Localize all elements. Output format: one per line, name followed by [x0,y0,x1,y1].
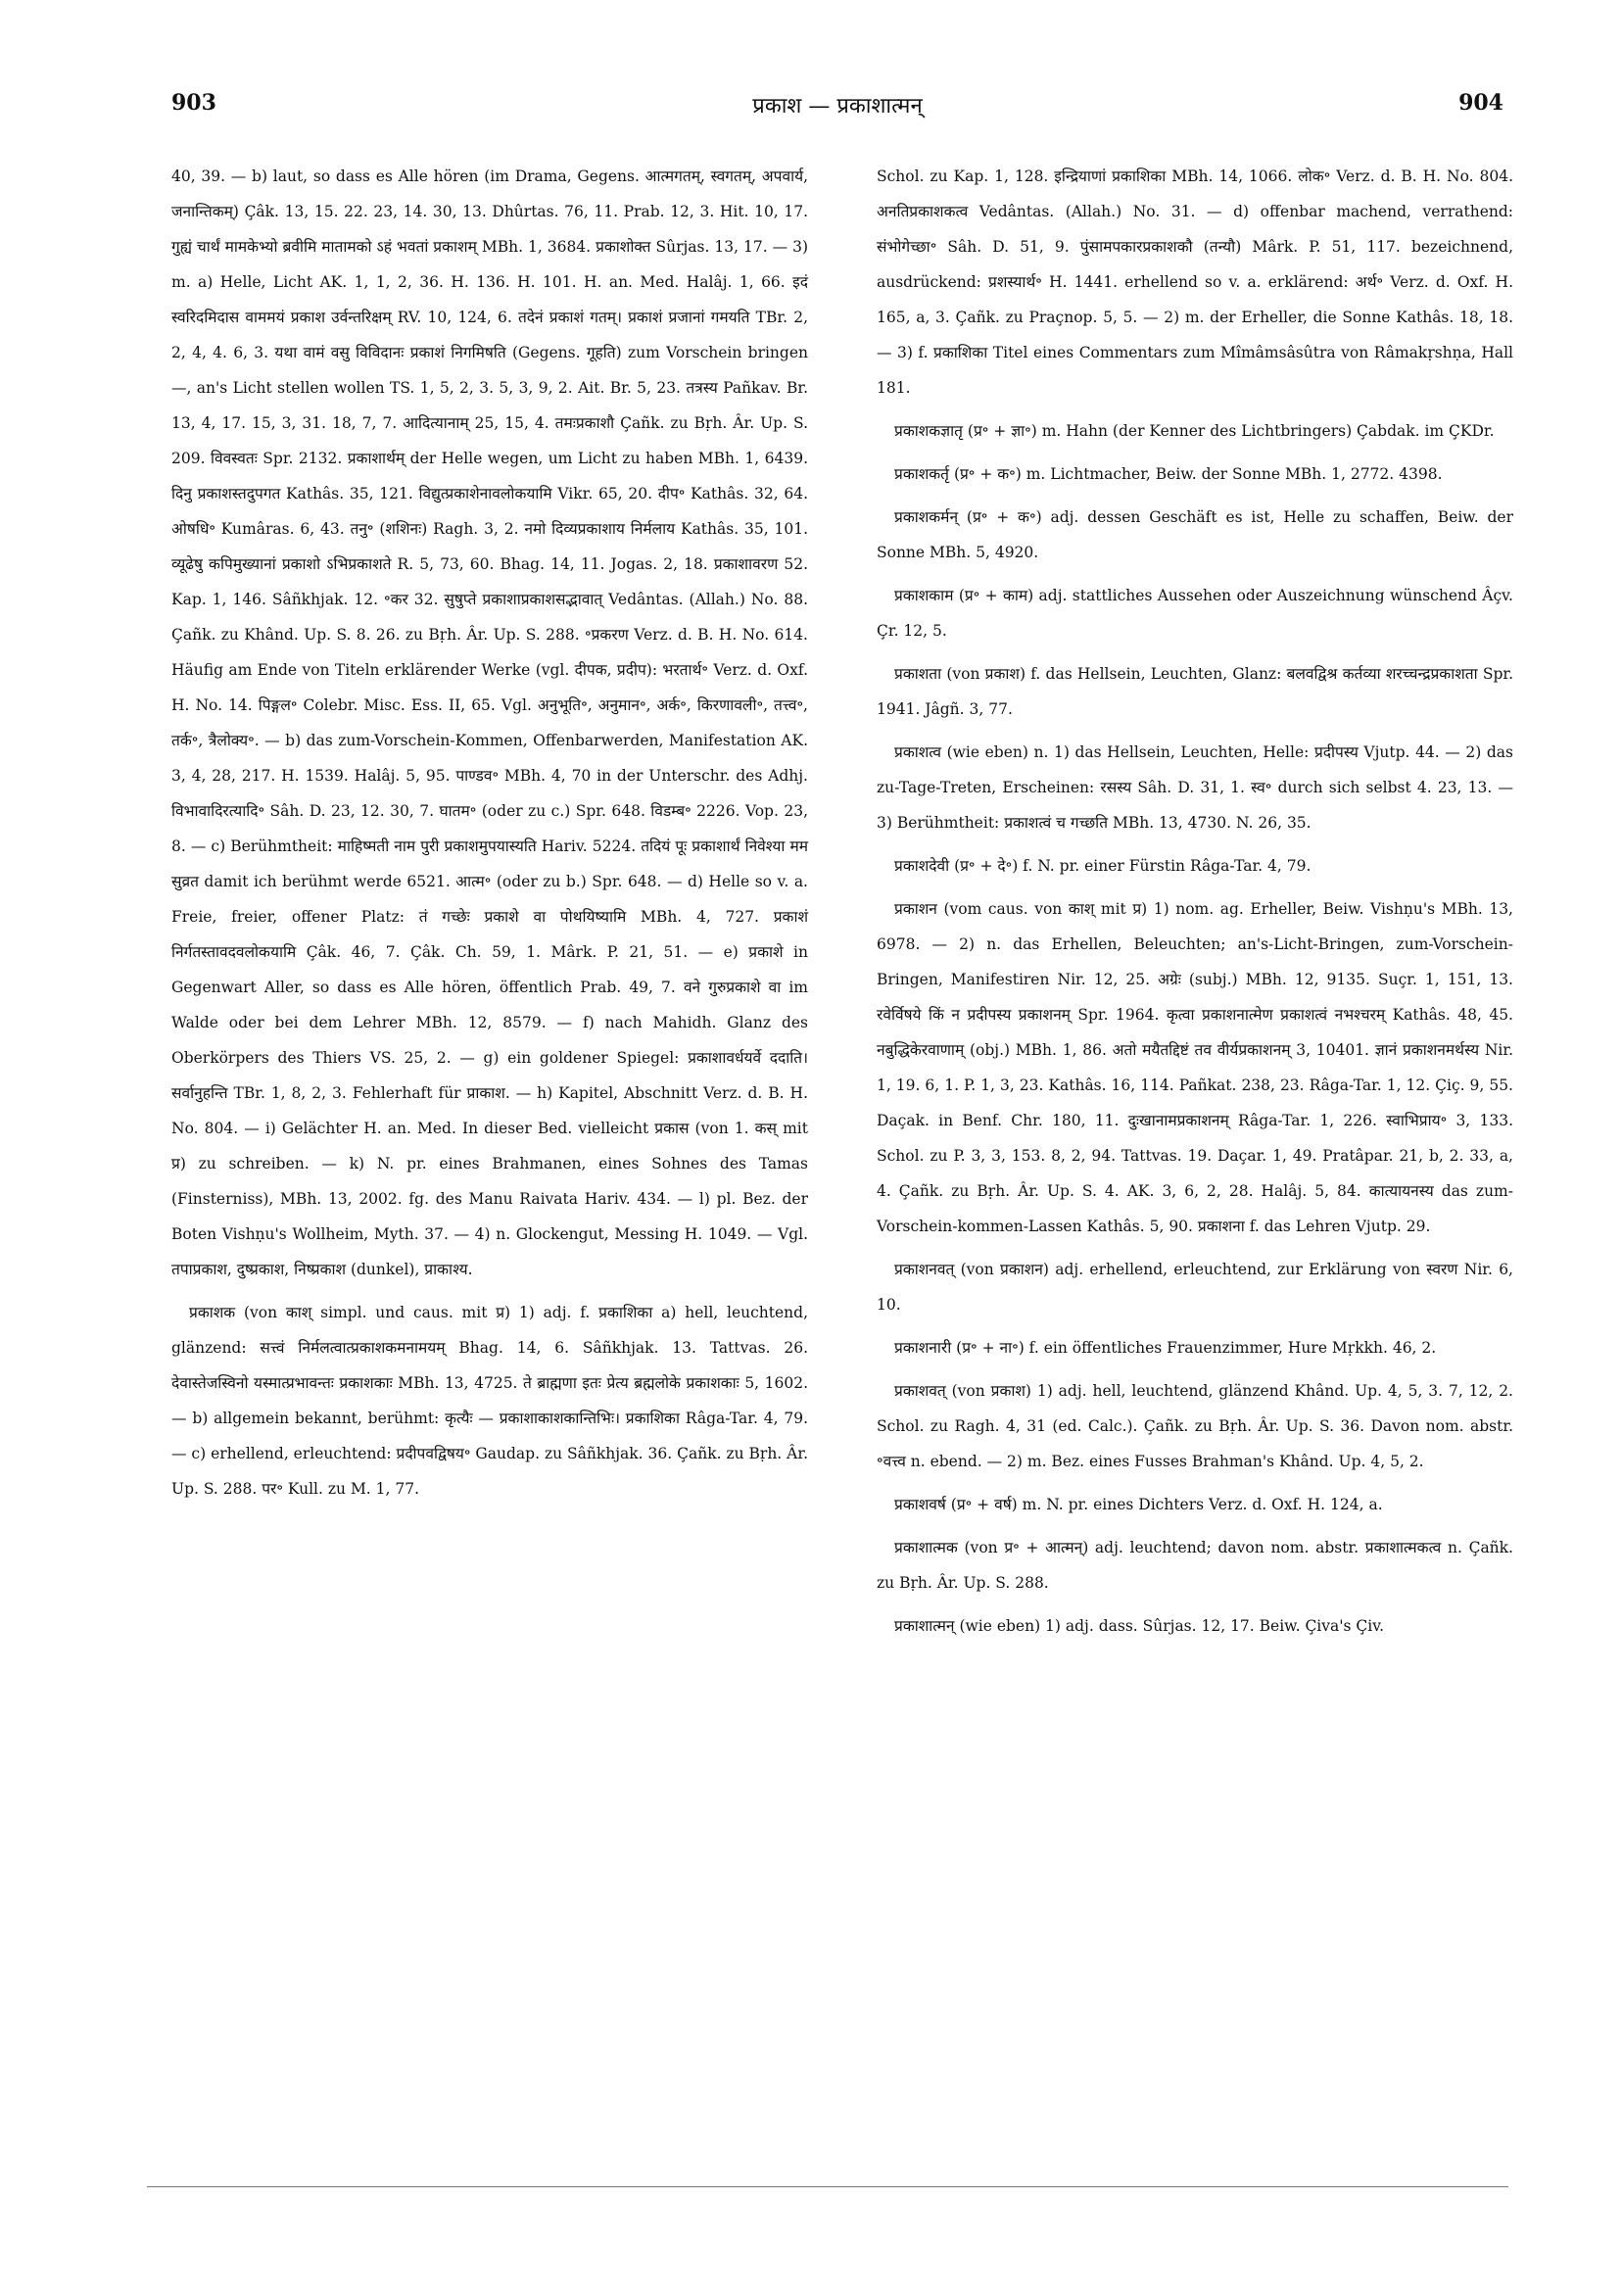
left-column [171,159,808,1507]
dictionary-entry: प्रकाशत्व (wie eben) n. 1) das Hellsein, Leuchten, Helle: प्रदीपस्य Vjutp. 44. — 2) das zu-Tage-Treten, Erscheinen: रसस्य Sâh. D. 31, 1. स्व॰ durch sich selbst 4. 23, 13. — 3) Berühmtheit: प्रकाशत्वं च गच्छति MBh. 13, 4730. N. 26, 35. [877,743,1513,832]
entry-continuation: Schol. zu Kap. 1, 128. इन्द्रियाणां प्रकाशिका MBh. 14, 1066. लोक॰ Verz. d. B. H. No. 804. अनतिप्रकाशकत्व Vedântas. (Allah.) No. 31. — d) offenbar machend, verrathend: संभोगेच्छा॰ Sâh. D. 51, 9. पुंसामपकारप्रकाशकौ (तन्यौ) Mârk. P. 51, 117. bezeichnend, ausdrückend: प्रशस्यार्थ॰ H. 1441. erhellend so v. a. erklärend: अर्थ॰ Verz. d. Oxf. H. 165, a, 3. Çañk. zu Praçnop. 5, 5. — 2) m. der Erheller, die Sonne Kathâs. 18, 18. — 3) f. प्रकाशिका Titel eines Commentars zum Mîmâmsâsûtra von Râmakṛshṇa, Hall 181. [877,167,1513,397]
dictionary-entry: प्रकाशवत् (von प्रकाश) 1) adj. hell, leuchtend, glänzend Khând. Up. 4, 5, 3. 7, 12, 2. Schol. zu Ragh. 4, 31 (ed. Calc.). Çañk. zu Bṛh. Âr. Up. S. 36. Davon nom. abstr. ॰वत्त्व n. ebend. — 2) m. Bez. eines Fusses Brahman's Khând. Up. 4, 5, 2. [877,1382,1513,1470]
entry-continuation: 40, 39. — b) laut, so dass es Alle hören (im Drama, Gegens. आत्मगतम्, स्वगतम्, अपवार्य, जनान्तिकम्) Çâk. 13, 15. 22. 23, 14. 30, 13. Dhûrtas. 76, 11. Prab. 12, 3. Hit. 10, 17. गुह्यं चार्थं मामकेभ्यो ब्रवीमि मातामको ऽहं भवतां प्रकाशम् MBh. 1, 3684. प्रकाशोक्त Sûrjas. 13, 17. — 3) m. a) Helle, Licht AK. 1, 1, 2, 36. H. 136. H. 101. H. an. Med. Halâj. 1, 66. इदं स्वरिदमिदास वाममयं प्रकाश उर्वन्तरिक्षम् RV. 10, 124, 6. तदेनं प्रकाशं गतम्। प्रकाशं प्रजानां गमयति TBr. 2, 2, 4, 4. 6, 3. यथा वामं वसु विविदानः प्रकाशं निगमिषति (Gegens. गूहति) zum Vorschein bringen —, an's Licht stellen wollen TS. 1, 5, 2, 3. 5, 3, 9, 2. Ait. Br. 5, 23. तत्रस्य Pañkav. Br. 13, 4, 17. 15, 3, 31. 18, 7, 7. आदित्यानाम् 25, 15, 4. तमःप्रकाशौ Çañk. zu Bṛh. Âr. Up. S. 209. विवस्वतः Spr. 2132. प्रकाशार्थम् der Helle wegen, um Licht zu haben MBh. 1, 6439. दिनु प्रकाशस्तदुपगत Kathâs. 35, 121. विद्युत्प्रकाशेनावलोकयामि Vikr. 65, 20. दीप॰ Kathâs. 32, 64. ओषधि॰ Kumâras. 6, 43. तनु॰ (शशिनः) Ragh. 3, 2. नमो दिव्यप्रकाशाय निर्मलाय Kathâs. 35, 101. व्यूढेषु कपिमुख्यानां प्रकाशो ऽभिप्रकाशते R. 5, 73, 60. Bhag. 14, 11. Jogas. 2, 18. प्रकाशावरण 52. Kap. 1, 146. Sâñkhjak. 12. ॰कर 32. सुषुप्ते प्रकाशाप्रकाशसद्भावात् Vedântas. (Allah.) No. 88. Çañk. zu Khând. Up. S. 8. 26. zu Bṛh. Âr. Up. S. 288. ॰प्रकरण Verz. d. B. H. No. 614. Häufig am Ende von Titeln erklärender Werke (vgl. दीपक, प्रदीप): भरतार्थ॰ Verz. d. Oxf. H. No. 14. पिङ्गल॰ Colebr. Misc. Ess. II, 65. Vgl. अनुभूति॰, अनुमान॰, अर्क॰, किरणावली॰, तत्त्व॰, तर्क॰, त्रैलोक्य॰. — b) das zum-Vorschein-Kommen, Offenbarwerden, Manifestation AK. 3, 4, 28, 217. H. 1539. Halâj. 5, 95. पाण्डव॰ MBh. 4, 70 in der Unterschr. des Adhj. विभावादिरत्यादि॰ Sâh. D. 23, 12. 30, 7. घातम॰ (oder zu c.) Spr. 648. विडम्ब॰ 2226. Vop. 23, 8. — c) Berühmtheit: माहिष्मती नाम पुरी प्रकाशमुपयास्यति Hariv. 5224. तदियं पूः प्रकाशार्थं निवेश्या मम सुव्रत damit ich berühmt werde 6521. आत्म॰ (oder zu b.) Spr. 648. — d) Helle so v. a. Freie, freier, offener Platz: तं गच्छेः प्रकाशे वा पोथयिष्यामि MBh. 4, 727. प्रकाशं निर्गतस्तावदवलोकयामि Çâk. 46, 7. Çâk. Ch. 59, 1. Mârk. P. 21, 51. — e) प्रकाशे in Gegenwart Aller, so dass es Alle hören, öffentlich Prab. 49, 7. वने गुरुप्रकाशे वा im Walde oder bei dem Lehrer MBh. 12, 8579. — f) nach Mahidh. Glanz des Oberkörpers des Thiers VS. 25, 2. — g) ein goldener Spiegel: प्रकाशावर्धयर्वे ददाति। सर्वानुहन्ति TBr. 1, 8, 2, 3. Fehlerhaft für प्राकाश. — h) Kapitel, Abschnitt Verz. d. B. H. No. 804. — i) Gelächter H. an. Med. In dieser Bed. vielleicht प्रकास (von 1. कस् mit प्र) zu schreiben. — k) N. pr. eines Brahmanen, eines Sohnes des Tamas (Finsterniss), MBh. 13, 2002. fg. des Manu Raivata Hariv. 434. — l) pl. Bez. der Boten Vishṇu's Wollheim, Myth. 37. — 4) n. Glockengut, Messing H. 1049. — Vgl. तपाप्रकाश, दुष्प्रकाश, निष्प्रकाश (dunkel), प्राकाश्य. [171,167,809,1278]
running-headword: प्रकाश — प्रकाशात्मन् [752,94,923,119]
dictionary-entry: प्रकाशकर्मन् (प्र॰ + क॰) adj. dessen Geschäft es ist, Helle zu schaffen, Beiw. der Sonne MBh. 5, 4920. [877,508,1513,561]
right-page-number: 904 [1458,90,1503,116]
dictionary-entry: प्रकाशनारी (प्र॰ + ना॰) f. ein öffentliches Frauenzimmer, Hure Mṛkkh. 46, 2. [894,1339,1437,1357]
dictionary-entry: प्रकाशात्मक (von प्र॰ + आत्मन्) adj. leuchtend; davon nom. abstr. प्रकाशात्मकत्व n. Çañk. zu Bṛh. Âr. Up. S. 288. [877,1539,1513,1592]
dictionary-entry: प्रकाशन (vom caus. von काश् mit प्र) 1) nom. ag. Erheller, Beiw. Vishṇu's MBh. 13, 6978. — 2) n. das Erhellen, Beleuchten; an's-Licht-Bringen, zum-Vorschein-Bringen, Manifestiren Nir. 12, 25. अग्रेः (subj.) MBh. 12, 9135. Suçr. 1, 151, 13. रवेर्विषये किं न प्रदीपस्य प्रकाशनम् Spr. 1964. कृत्वा प्रकाशनात्मेण प्रकाशत्वं नभश्चरम् Kathâs. 48, 45. नबुद्धिकेरवाणाम् (obj.) MBh. 1, 86. अतो मयैतद्दिष्टं तव वीर्यप्रकाशनम् 3, 10401. ज्ञानं प्रकाशनमर्थस्य Nir. 1, 19. 6, 1. P. 1, 3, 23. Kathâs. 16, 114. Pañkat. 238, 23. Râga-Tar. 1, 12. Çiç. 9, 55. Daçak. in Benf. Chr. 180, 11. दुःखानामप्रकाशनम् Râga-Tar. 1, 226. स्वाभिप्राय॰ 3, 133. Schol. zu P. 3, 3, 153. 8, 2, 94. Tattvas. 19. Daçar. 1, 49. Pratâpar. 21, b, 2. 33, a, 4. Çañk. zu Bṛh. Âr. Up. S. 4. AK. 3, 6, 2, 28. Halâj. 5, 84. कात्यायनस्य das zum-Vorschein-kommen-Lassen Kathâs. 5, 90. प्रकाशना f. das Lehren Vjutp. 29. [877,900,1513,1235]
footer-rule [147,2186,1508,2187]
dictionary-entry: प्रकाशकज्ञातृ (प्र॰ + ज्ञा॰) m. Hahn (der Kenner des Lichtbringers) Çabdak. im ÇKDr. [894,422,1495,440]
dictionary-entry: प्रकाशकर्तृ (प्र॰ + क॰) m. Lichtmacher, Beiw. der Sonne MBh. 1, 2772. 4398. [894,465,1443,483]
dictionary-entry: प्रकाशनवत् (von प्रकाशन) adj. erhellend, erleuchtend, zur Erklärung von स्वरण Nir. 6, 10. [877,1261,1513,1314]
dictionary-entry: प्रकाशवर्ष (प्र॰ + वर्ष) m. N. pr. eines Dichters Verz. d. Oxf. H. 124, a. [894,1496,1383,1513]
dictionary-entry: प्रकाशदेवी (प्र॰ + दे॰) f. N. pr. einer Fürstin Râga-Tar. 4, 79. [894,857,1312,875]
right-column [877,159,1513,1644]
dictionary-entry: प्रकाशता (von प्रकाश) f. das Hellsein, Leuchten, Glanz: बलवद्विश्र कर्तव्या शरच्चन्द्रप्रकाशता Spr. 1941. Jâgñ. 3, 77. [877,665,1513,718]
dictionary-entry: प्रकाशकाम (प्र॰ + काम) adj. stattliches Aussehen oder Auszeichnung wünschend Âçv. Çr. 12, 5. [877,587,1513,640]
dictionary-entry: प्रकाशात्मन् (wie eben) 1) adj. dass. Sûrjas. 12, 17. Beiw. Çiva's Çiv. [894,1617,1385,1635]
left-page-number: 903 [171,90,216,116]
page-header [171,90,1503,129]
dictionary-entry: प्रकाशक (von काश् simpl. und caus. mit प्र) 1) adj. f. प्रकाशिका a) hell, leuchtend, glänzend: सत्त्वं निर्मलत्वात्प्रकाशकमनामयम् Bhag. 14, 6. Sâñkhjak. 13. Tattvas. 26. देवास्तेजस्विनो यस्मात्प्रभावन्तः प्रकाशकाः MBh. 13, 4725. ते ब्राह्मणा इतः प्रेत्य ब्रह्मलोके प्रकाशकाः 5, 1602. — b) allgemein bekannt, berühmt: कृत्यैः — प्रकाशाकाशकान्तिभिः। प्रकाशिका Râga-Tar. 4, 79. — c) erhellend, erleuchtend: प्रदीपवद्विषय॰ Gaudap. zu Sâñkhjak. 36. Çañk. zu Bṛh. Âr. Up. S. 288. पर॰ Kull. zu M. 1, 77. [171,1304,808,1498]
